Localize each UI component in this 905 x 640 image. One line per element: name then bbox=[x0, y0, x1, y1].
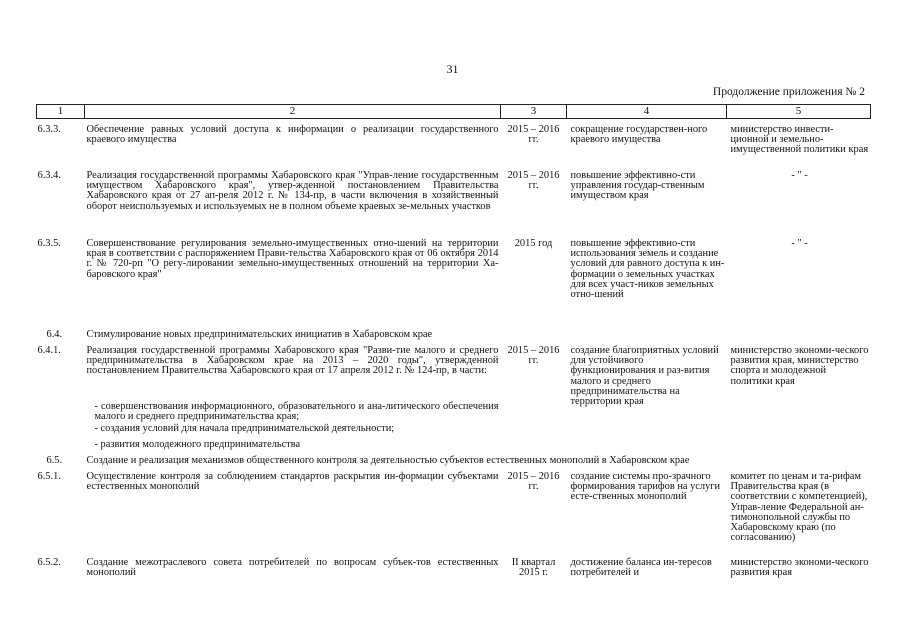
row-number: 6.3.3. bbox=[37, 124, 61, 135]
header-col-1: 1 bbox=[37, 105, 85, 119]
expected-result: сокращение государствен-ного краевого имущества bbox=[570, 124, 708, 146]
expected-result: создание системы про-зрачного формирования тарифов на услуги есте-ственных монополий bbox=[570, 471, 721, 503]
executor: комитет по ценам и та-рифам Правительства края (в соответствии с компетенцией), Управ-ление Федеральной ан-тимонопольной службы по Хабаровскому краю (по согласованию) bbox=[730, 471, 868, 544]
term: 2015 год bbox=[514, 238, 553, 249]
executor: министерство экономи-ческого развития края bbox=[730, 557, 869, 579]
measure-name: Совершенствование регулирования земельно-имущественных отно-шений на территории края в соответствии с распоряжением Прави-тельства Хабаровского края от 06 октября 2014 г. № 720-рп "О регу-лировании земельно-имущественных отношений на территории Ха-баровского края" bbox=[86, 238, 499, 280]
table-row bbox=[37, 346, 871, 402]
measure-name: Обеспечение равных условий доступа к информации о реализации государственного краевого имущества bbox=[86, 124, 499, 146]
expected-result: повышение эффективно-сти управления государ-ственным имуществом края bbox=[570, 170, 705, 202]
measures-table bbox=[36, 104, 871, 584]
table-row bbox=[37, 472, 871, 558]
expected-result: создание благоприятных условий для устойчивого функционирования и раз-вития малого и среднего предпринимательства на территории края bbox=[570, 345, 719, 408]
term: 2015 – 2016 гг. bbox=[507, 124, 560, 146]
expected-result: достижение баланса ин-тересов потребителей и bbox=[570, 557, 712, 579]
bullet-item: - развития молодежного предпринимательства bbox=[94, 439, 301, 450]
table-row bbox=[37, 125, 871, 171]
term: 2015 – 2016 гг. bbox=[507, 170, 560, 192]
row-number: 6.5.2. bbox=[37, 557, 61, 568]
measure-name: Создание межотраслевого совета потребителей по вопросам субъек-тов естественных монополий bbox=[86, 557, 499, 579]
table-row bbox=[37, 239, 871, 330]
section-title: Стимулирование новых предпринимательских инициатив в Хабаровском крае bbox=[86, 329, 433, 340]
row-number: 6.4.1. bbox=[37, 345, 61, 356]
table-header-row bbox=[37, 105, 871, 119]
row-number: 6.3.4. bbox=[37, 170, 61, 181]
executor: министерство инвести-ционной и земельно-имущественной политики края bbox=[730, 124, 869, 156]
row-number: 6.5.1. bbox=[37, 471, 61, 482]
bullet-item: - совершенствования информационного, образовательного и ана-литического обеспечения малого и среднего предпринимательства края; bbox=[94, 401, 499, 423]
header-col-5: 5 bbox=[727, 105, 871, 119]
section-row bbox=[37, 456, 871, 472]
term: 2015 – 2016 гг. bbox=[507, 471, 560, 493]
measure-name: Реализация государственной программы Хабаровского края "Разви-тие малого и среднего предпринимательства в Хабаровском крае на 2013 – 2020 годы", утвержденной постановлением Правительства Хабаровского края от 17 апреля 2012 г. № 124-пр, в части: bbox=[86, 345, 499, 377]
expected-result: повышение эффективно-сти использования земель и создание условий для равного доступа к ин-формации о земельных участках для всех участ-ников земельных отно-шений bbox=[570, 238, 725, 301]
table-row bbox=[37, 171, 871, 239]
section-number: 6.4. bbox=[46, 329, 63, 340]
term: II квартал 2015 г. bbox=[511, 557, 556, 579]
measure-name: Реализация государственной программы Хабаровского края "Управ-ление государственным имуществом Хабаровского края", утвер-жденной постановлением Правительства Хабаровского края от 27 ап-реля 2012 г. № 134-пр, в части включения в хозяйственный оборот неиспользуемых и используемых не в полном объеме краевых зе-мельных участков bbox=[86, 170, 499, 212]
header-col-4: 4 bbox=[567, 105, 727, 119]
appendix-continuation-note: Продолжение приложения № 2 bbox=[712, 86, 865, 98]
measure-name: Осуществление контроля за соблюдением стандартов раскрытия ин-формации субъектами естественных монополий bbox=[86, 471, 499, 493]
header-col-2: 2 bbox=[85, 105, 501, 119]
row-number: 6.3.5. bbox=[37, 238, 61, 249]
page-number: 31 bbox=[446, 62, 459, 76]
term: 2015 – 2016 гг. bbox=[507, 345, 560, 367]
executor: - " - bbox=[791, 170, 808, 181]
section-row bbox=[37, 330, 871, 346]
header-col-3: 3 bbox=[501, 105, 567, 119]
section-number: 6.5. bbox=[46, 455, 63, 466]
table-row bbox=[37, 558, 871, 584]
executor: - " - bbox=[791, 238, 808, 249]
bullet-item: - создания условий для начала предпринимательской деятельности; bbox=[94, 423, 395, 434]
section-title: Создание и реализация механизмов общественного контроля за деятельностью субъектов естественных монополий в Хабаровском крае bbox=[86, 455, 690, 466]
executor: министерство экономи-ческого развития края, министерство спорта и молодежной политики края bbox=[730, 345, 869, 387]
